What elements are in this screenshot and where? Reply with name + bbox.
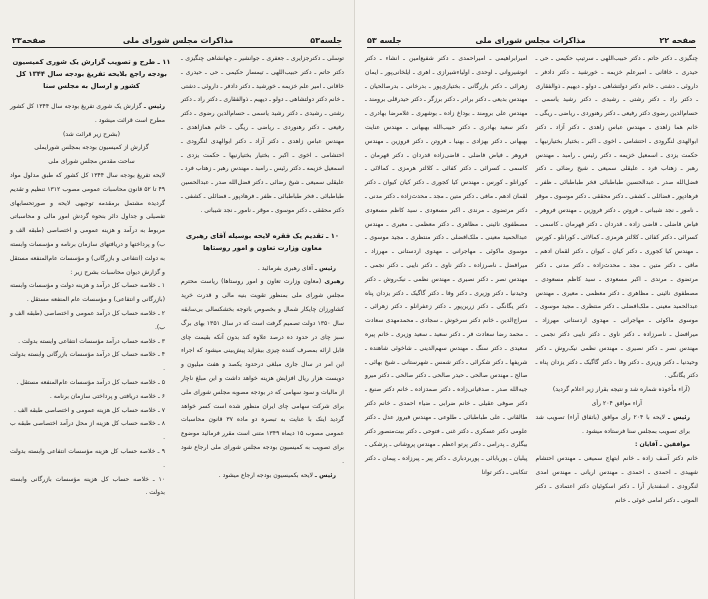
header-page-number: صفحه ۲۲ [659,36,696,45]
page-header [12,31,342,48]
report-item: ۸ ـ خلاصه حساب کل هزینه از محل درآمد اختصاصی طبقه ب . [10,420,165,442]
report-item: ۶ ـ خلاصه دریافتی و پرداختی سازمان برنامه . [49,392,165,400]
header-page-number: صفحه۲۳ [12,36,46,45]
report-item: ۴ ـ خلاصه حساب کل درآمد مؤسسات بازرگانی وابسته بدولت . [10,351,165,373]
report-item: ۷ ـ خلاصه حساب کل هزینه عمومی و اختصاصی طبقه الف . [13,406,165,414]
attendee-names: امیرابراهیمی ـ امیراحمدی ـ دکتر شفیع‌امین ـ انشاء ـ دکتر انوشیروانی ـ اوحدی ـ اولیاء‌شیرازی ـ اهری ـ ایلخانی‌پور ـ ایمان زهرائی ـ دکتر بازرگانی ـ بختیاری‌پور ـ بدرخانی ـ بدرصالحیان ـ مهندس بدیعی ـ دکتر برادر ـ دکتر برزگر ـ دکتر حیدرقلی برومند ـ مهندس علی برومند ـ بوداغ زاده ـ بوشهری ـ غلامرضا بهادری ـ دکتر سعید بهادری ـ دکتر حبیب‌الله بهبهانی ـ مهندس عنایت بهبهانی ـ دکتر بهزادی ـ بهنیا ـ فروتن ـ دکتر فروزین ـ مهندس فروهر ـ فیاض فاضلی ـ قاضی‌زاده قدردان ـ دکتر قهرمان ـ کاسمی ـ کسرائی ـ دکتر کفائی ـ کلالتر هرمزی ـ کمالائی ـ کورانلو ـ کورس ـ مهندس کیا کجوری ـ دکتر کیان کیوان ـ دکتر لقمان ادهم ـ مافی ـ دکتر متین ـ مجد ـ محدث‌زاده ـ دکتر مدنی ـ دکتر مرتضوی ـ مرندی ـ اکبر مسعودی ـ سید کاظم مسعودی مصطفوی نائینی ـ مظاهری ـ دکتر معظمی ـ معیری ـ مهندس عبدالحمید معینی ـ ملک‌افضلی ـ دکتر منتظری ـ مجید موسوی ـ موسوی ماکوئی ـ مهاجرانی ـ مهدوی اردستانی ـ مهرزاد ـ میرافضل ـ ناصرزاده ـ دکتر ناوی ـ دکتر نایبی ـ دکتر نجمی ـ مهندس نصر ـ دکتر نصیری ـ مهندس نظمی ـ نیک‌روش ـ دکتر وحیدنیا ـ دکتر وزیری ـ دکتر وفا ـ دکتر گاگیک ـ دکتر یزدان پناه دکتر یگانگی ـ دکتر زرین‌پور ـ دکتر زعفرانلو ـ دکتر زهرائی ـ سراج‌الدین ـ خانم دکتر سرخوش ـ سجادی ـ محمدمهدی سعادت ـ محمد رضا سعادت فر ـ دکتر سعید ـ سعید وزیری ـ خانم پیره سعیدی ـ دکتر سنگ ـ مهندس سهم‌الدینی ـ شاخوئی شاهنده ـ شریفها ـ دکتر شکرائی ـ دکتر شمس ـ شهرستانی ـ شیخ بهائی ـ صالح ـ مهندس صالحی ـ حیدر صالحی ـ دکتر صالحی ـ دکتر میرو جیه‌الله صدر ـ صدقیانی‌زاده ـ دکتر صمدزاده ـ خانم دکتر صنیع ـ دکتر صوفی عقیلی ـ خانم ضرابی ـ ضیاء احمدی ـ خانم دکتر طالقانی ـ علی طباطبائی ـ طلوعی ـ مهندس فیروز عدل ـ دکتر علومی دکتر عسکری ـ دکتر غنی ـ فتوحی ـ دکتر بیت‌منصور دکتر بیگلری ـ پدرامی ـ دکتر پرتو اعظم ـ مهندس پروشانی ـ پزشکی ـ پیلیان ـ پوربابائی ـ پوربردباری ـ دکتر پیر ـ پیرزاده ـ پیمان ـ دکتر تنکابنی ـ دکتر توانا [365,55,528,476]
column-right [181,52,344,589]
president-remark [181,262,344,276]
attendee-names: توسلی ـ دکترجزایری ـ جعفری ـ جوانشیر ـ جهانشاهی چنگیزی ـ دکتر حاتم ـ دکتر حبیب‌اللهی ـ تیمسار حکیمی ـ حی ـ حیدری ـ خاقانی ـ امیر علم خزیمه ـ خورشید ـ دکتر دادفر ـ داروئی ـ دشتی ـ خانم دکتر دولتشاهی ـ دولو ـ دیهیم ـ ذوالفقاری ـ دکتر راد ـ دکتر رشتی ـ رشیدی ـ دکتر رشید یاسمی ـ حسام‌الدین رضوی ـ دکتر رفیعی ـ دکتر رهنوردی ـ ریاضی ـ ریگی ـ خانم همازاهدی ـ مهندس عباس زاهدی ـ دکتر آزاد ـ دکتر ابوالهدی لنگرودی ـ احتشامی ـ اخوی ـ اکبر ـ بختیار بختیارنیها ـ حکمت یزدی ـ اسمعیل خزیمه ـ دکتر رئیس ـ رامبد ـ مهندس رهبر ـ زهتاب فرد ـ علیقلی سمیعی ـ شیخ رضائی ـ دکتر فضل‌الله صدر ـ عبدالحسین طباطبائی ـ فخر طباطبائی ـ ظفر ـ فرهادپور ـ فضائلی ـ کشفی ـ دکتر محققی ـ دکتر موسوی ـ موقر ـ نامور ـ نجد شیبانی . [181,55,344,214]
report-item: ۱۰ ـ خلاصه حساب کل هزینه مؤسسات بازرگانی وابسته بدولت . [10,475,165,497]
president-remark [536,411,699,439]
report-body: لایحه تفریغ بودجه سال ۱۳۴۴ کل کشور که طبق مدلول مواد ۴۹ تا ۵۲ قانون محاسبات عمومی مصوب ۱۳۱۲ تنظیم و تقدیم گردیده مشتمل برمقدمه توجیهی لایحه و صورتحسابهای تفصیلی و جداول دائر بنحوه گردش امور مالی و محاسباتی مربوط به درآمد و هزینه عمومی و اختصاصی (طبقه الف و ب) و پرداختها و دریافتهای سازمان برنامه و مؤسسات وابسته به دولت (انتفاعی و بازرگانی) و مؤسسات عام‌المنفعه مستقل و گزارش دیوان محاسبات بشرح زیر : [10,171,165,276]
header-session: جلسه۵۳ [310,36,342,45]
page-22 [354,0,708,599]
stage-note: (بشرح زیر قرائت شد) [63,130,120,138]
column-left [365,52,528,589]
report-item: ۱ ـ خلاصه حساب کل درآمد و هزینه دولت و مؤسسات وابسته (بازرگانی و انتفاعی) و مؤسسات عام المنفعه مستقل . [10,282,165,304]
closing-text: لایحه بکمیسیون بودجه ارجاع میشود . [218,471,313,479]
header-title: مذاکرات مجلس شورای ملی [122,36,234,45]
speaker-label: رئیس ـ [314,264,336,272]
vote-note: (آراء مأخوذه شماره شد و نتیجه بقرار زیر اعلام گردید) [552,386,690,394]
report-item: ۲ ـ خلاصه حساب کل درآمد عمومی و اختصاصی (طبقه الف و ب). [10,309,165,331]
president-closing [181,469,344,483]
speaker-label: رئیس ـ [667,413,691,421]
report-item: ۹ ـ خلاصه حساب کل هزینه مؤسسات انتفاعی وابسته بدولت . [10,447,165,469]
header-session: جلسه ۵۳ [367,36,402,45]
report-item: ۵ ـ خلاصه حساب کل درآمد مؤسسات عام‌المنفعه مستقل . [16,378,165,386]
president-remark [10,100,173,128]
speaker-label: رئیس ـ [314,471,336,479]
page-columns [365,52,698,589]
column-left [10,52,173,589]
page-header [367,31,696,48]
report-heading: گزارش از کمیسیون بودجه بمجلس شورایملی [34,144,149,152]
header-title: مذاکرات مجلس شورای ملی [475,36,586,45]
report-address: ساحت مقدس مجلس شورای ملی [48,158,135,166]
speaker-label: رئیس ـ [143,103,166,110]
vote-count: آراء موافق ۲۰۴ رأی [591,399,642,407]
report-item: ۳ ـ خلاصه حساب درآمد مؤسسات انتفاعی وابسته بدولت . [18,337,165,345]
attendee-names: چنگیزی ـ دکتر حاتم ـ دکتر حبیب‌اللهی ـ سرتیپ حکیمی ـ حی ـ حیدری ـ خاقانی ـ امیرعلم خزیمه ـ خورشید ـ دکتر دادفر ـ داروئی ـ دشتی ـ خانم دکتر دولتشاهی ـ دولو ـ دیهیم ـ ذوالفقاری ـ دکتر راد ـ دکتر رشتی ـ رشیدی ـ دکتر رشید یاسمی ـ حسام‌الدین رضوی دکتر رفیعی ـ دکتر رهنوردی ـ ریاضی ـ ریگی ـ خانم هما زاهدی ـ مهندس عباس زاهدی ـ دکتر آزاد ـ دکتر ابوالهدی لنگرودی ـ احتشامی ـ اخوی ـ اکبر ـ بختیار بختیارنیها ـ حکمت یزدی ـ اسمعیل خزیمه ـ دکتر رئیس ـ رامبد ـ مهندس رهبر ـ زهتاب فرد ـ علیقلی سمیعی ـ شیخ رضائی ـ دکتر فضل‌الله صدر ـ عبدالحسین طباطبائی فخر طباطبائی ـ ظفر ـ فرهادپور ـ فضائلی ـ کشفی ـ دکتر محققی ـ دکتر موسوی ـ موقر ـ نامور ـ نجد شیبانی ـ فروتن ـ دکتر فروزین ـ مهندس فروهر ـ فیاض فاضلی ـ قاضی زاده ـ قدردان ـ دکتر قهرمان ـ کاسمی ـ کسرائی ـ دکتر کفائی ـ کلالتر هرمزی ـ کمالائی ـ کورانلو ـ کورس ـ مهندس کیا کجوری ـ دکتر کیان ـ کیوان ـ دکتر لقمان ادهم ـ مافی ـ دکتر متین ـ مجد ـ محدث‌زاده ـ دکتر مدنی ـ دکتر مرتضوی ـ مرندی ـ اکبر مسعودی ـ سید کاظم مسعودی ـ مصطفوی نائینی ـ مظاهری ـ دکتر معظمی ـ معیری ـ مهندس عبدالحمید معینی ـ ملک‌افضلی ـ دکتر منتظری ـ مجید موسوی ـ موسوی ماکوئی ـ مهاجرانی ـ مهدوی اردستانی مهرزاد ـ میرافضل ـ ناصرزاده ـ دکتر ناوی ـ دکتر نایبی دکتر نجمی ـ مهندس نصر ـ دکتر نصیری ـ مهندس نظمی نیک‌روش ـ دکتر وحیدنیا ـ دکتر وزیری ـ دکتر وفا ـ دکتر گاگیک ـ دکتر یزدان پناه ـ دکتر یگانگی . [535,55,698,380]
remark-text: آقای رهبری بفرمائید . [257,264,313,272]
speaker-label: رهبری [324,278,344,286]
column-right [536,52,699,589]
page-columns [10,52,344,589]
section-title-11: ۱۱ ـ طرح و تصویب گزارش یک شوری کمیسیون بودجه راجع بلایحه تفریغ بودجه سال ۱۳۴۴ کل کشور و ارسال به مجلس سنا [12,58,171,90]
remark-text: گزارش یک شوری تفریغ بودجه سال ۱۳۴۴ کل کشور مطرح است قرائت میشود . [10,103,165,124]
speech-text: (معاون وزارت تعاون و امور روستاها) ریاست محترم مجلس شورای ملی بمنظور تقویت بنیه مالی و قدرت خرید کشاورزان چایکار شمال و بخصوص باتوجه بخشکسالی بی‌سابقه سال ۱۳۵۰ دولت تصمیم گرفت است که در سال ۱۳۵۱ بهای برگ سبز چای در حدود ده درصد علاوه کند بدون آنکه بقیمت چای قابل ارائه بمصرف کننده چیزی بیفزاید پیش‌بینی میشود که اجراء این امر در سال جاری مبلغی درحدود یکصد و هفت میلیون و دویست هزار ریال افزایش هزینه خواهد داشت و این مبلغ ناچار از مالیات و سود سهامی که در بودجه مصوبه مجلس شورای ملی برای شرکت سهامی چای ایران منظور شده است کسر خواهد گردید اینک با عنایت به تبصره دو ماده ۳۷ قانون محاسبات عمومی مصوب ۱۵ دیماه ۱۳۴۹ متنی است مقرر فرمائید موضوع برای تصویب به کمیسیون بودجه مجلس شورای ملی ارجاع شود . [181,278,344,465]
supporters-list: خانم دکتر آصف زاده ـ خانم ابتهاج سمیعی ـ مهندس احتشام شهیدی ـ احمدی ـ احمدی ـ مهندس اریانی ـ مهندس امدی لنگرودی ـ اسفندیار آرا ـ دکتر اسکوئیان دکتر اعتمادی ـ دکتر الموتی ـ دکتر امامی خوئی ـ خانم [535,455,698,504]
supporters-heading: موافقین ـ آقایان : [634,441,690,449]
section-title-10: ۱۰ ـ تقدیم یک فقره لایحه بوسیله آقای رهبری معاون وزارت تعاون و امور روستاها [185,231,340,252]
remark-text: لایحه با ۲۰۴ رأی موافق (باتفاق آراء) تصویب شد برای تصویب بمجلس سنا فرستاده میشود . [535,413,690,435]
rahbari-speech [181,275,344,468]
